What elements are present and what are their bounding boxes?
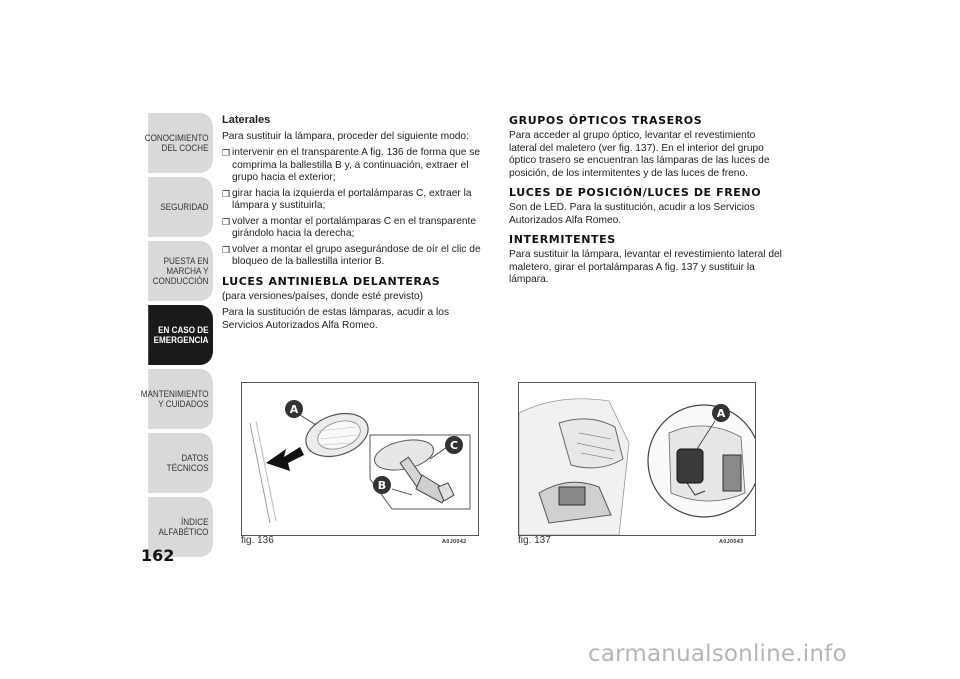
right-column: [509, 114, 784, 291]
callout-c: [445, 436, 463, 454]
svg-text:A: A: [716, 407, 726, 420]
heading-grupos-opticos: GRUPOS ÓPTICOS TRASEROS: [509, 114, 703, 127]
tab-en-caso-de-emergencia[interactable]: EN CASO DE EMERGENCIA: [148, 305, 213, 365]
list-item: ❒ intervenir en el transparente A fig. 136 de forma que se comprima la ballestilla B y, a continuación, extraer el grupo hacia el exterior;: [222, 147, 481, 183]
tab-conocimiento-del-coche[interactable]: CONOCIMIENTO DEL COCHE: [148, 113, 213, 173]
heading-note: (para versiones/países, donde esté previsto): [222, 290, 424, 302]
grupos-opticos-text: Para acceder al grupo óptico, levantar el revestimiento lateral del maletero (ver fig. 137). En el interior del grupo óptico trasero se encuentran las lámparas de las luces de posición, de los intermitentes y de las luces de freno.: [509, 130, 770, 179]
svg-text:B: B: [377, 479, 387, 492]
callout-a: [285, 400, 303, 418]
list-item: ❒ volver a montar el portalámparas C en el transparente girándolo hacia la derecha;: [222, 215, 477, 239]
callout-b: [373, 476, 391, 494]
intro-text: Para sustituir la lámpara, proceder del siguiente modo:: [222, 130, 469, 142]
heading-luces-posicion-freno: LUCES DE POSICIÓN/LUCES DE FRENO: [509, 186, 762, 199]
heading-intermitentes: INTERMITENTES: [509, 233, 616, 246]
subheading-laterales: Laterales: [222, 114, 271, 126]
checkbox-bullet-icon: ❒: [222, 188, 231, 199]
tab-seguridad[interactable]: SEGURIDAD: [148, 177, 213, 237]
tab-datos-tecnicos[interactable]: DATOS TÉCNICOS: [148, 433, 213, 493]
rear-lamp-illustration: [519, 383, 755, 535]
watermark: carmanualsonline.info: [588, 641, 847, 667]
heading-luces-antiniebla: LUCES ANTINIEBLA DELANTERAS: [222, 274, 441, 288]
checkbox-bullet-icon: ❒: [222, 216, 231, 227]
list-item: ❒ volver a montar el grupo asegurándose de oír el clic de bloqueo de la ballestilla interior B.: [222, 243, 481, 267]
list-item: ❒ girar hacia la izquierda el portalámparas C, extraer la lámpara y sustituirla;: [222, 187, 472, 211]
checkbox-bullet-icon: ❒: [222, 148, 231, 158]
left-column: [222, 114, 492, 336]
svg-text:C: C: [449, 439, 459, 452]
figure-137-caption: fig. 137: [518, 535, 551, 546]
tab-indice-alfabetico[interactable]: ÍNDICE ALFABÉTICO: [148, 497, 213, 557]
figure-137: [518, 382, 756, 536]
side-indicator-illustration: [242, 383, 478, 535]
figure-137-code: A0J0043: [719, 539, 744, 545]
luces-posicion-text: Son de LED. Para la sustitución, acudir a los Servicios Autorizados Alfa Romeo.: [509, 202, 755, 226]
intermitentes-text: Para sustituir la lámpara, levantar el revestimiento lateral del maletero, girar el portalámparas A fig. 137 y sustituir la lámpara.: [509, 249, 782, 285]
figure-136: [241, 382, 479, 536]
tab-mantenimiento[interactable]: MANTENIMIENTO Y CUIDADOS: [148, 369, 213, 429]
checkbox-bullet-icon: ❒: [222, 244, 231, 255]
svg-text:A: A: [289, 403, 299, 416]
callout-a: [712, 404, 730, 422]
figure-136-caption: fig. 136: [241, 535, 274, 546]
tab-puesta-en-marcha[interactable]: PUESTA EN MARCHA Y CONDUCCIÓN: [148, 241, 213, 301]
figure-136-code: A0J0042: [442, 539, 467, 545]
page-number: 162: [141, 546, 175, 565]
section-sidebar: [141, 113, 213, 561]
antiniebla-text: Para la sustitución de estas lámparas, acudir a los Servicios Autorizados Alfa Romeo.: [222, 307, 450, 331]
